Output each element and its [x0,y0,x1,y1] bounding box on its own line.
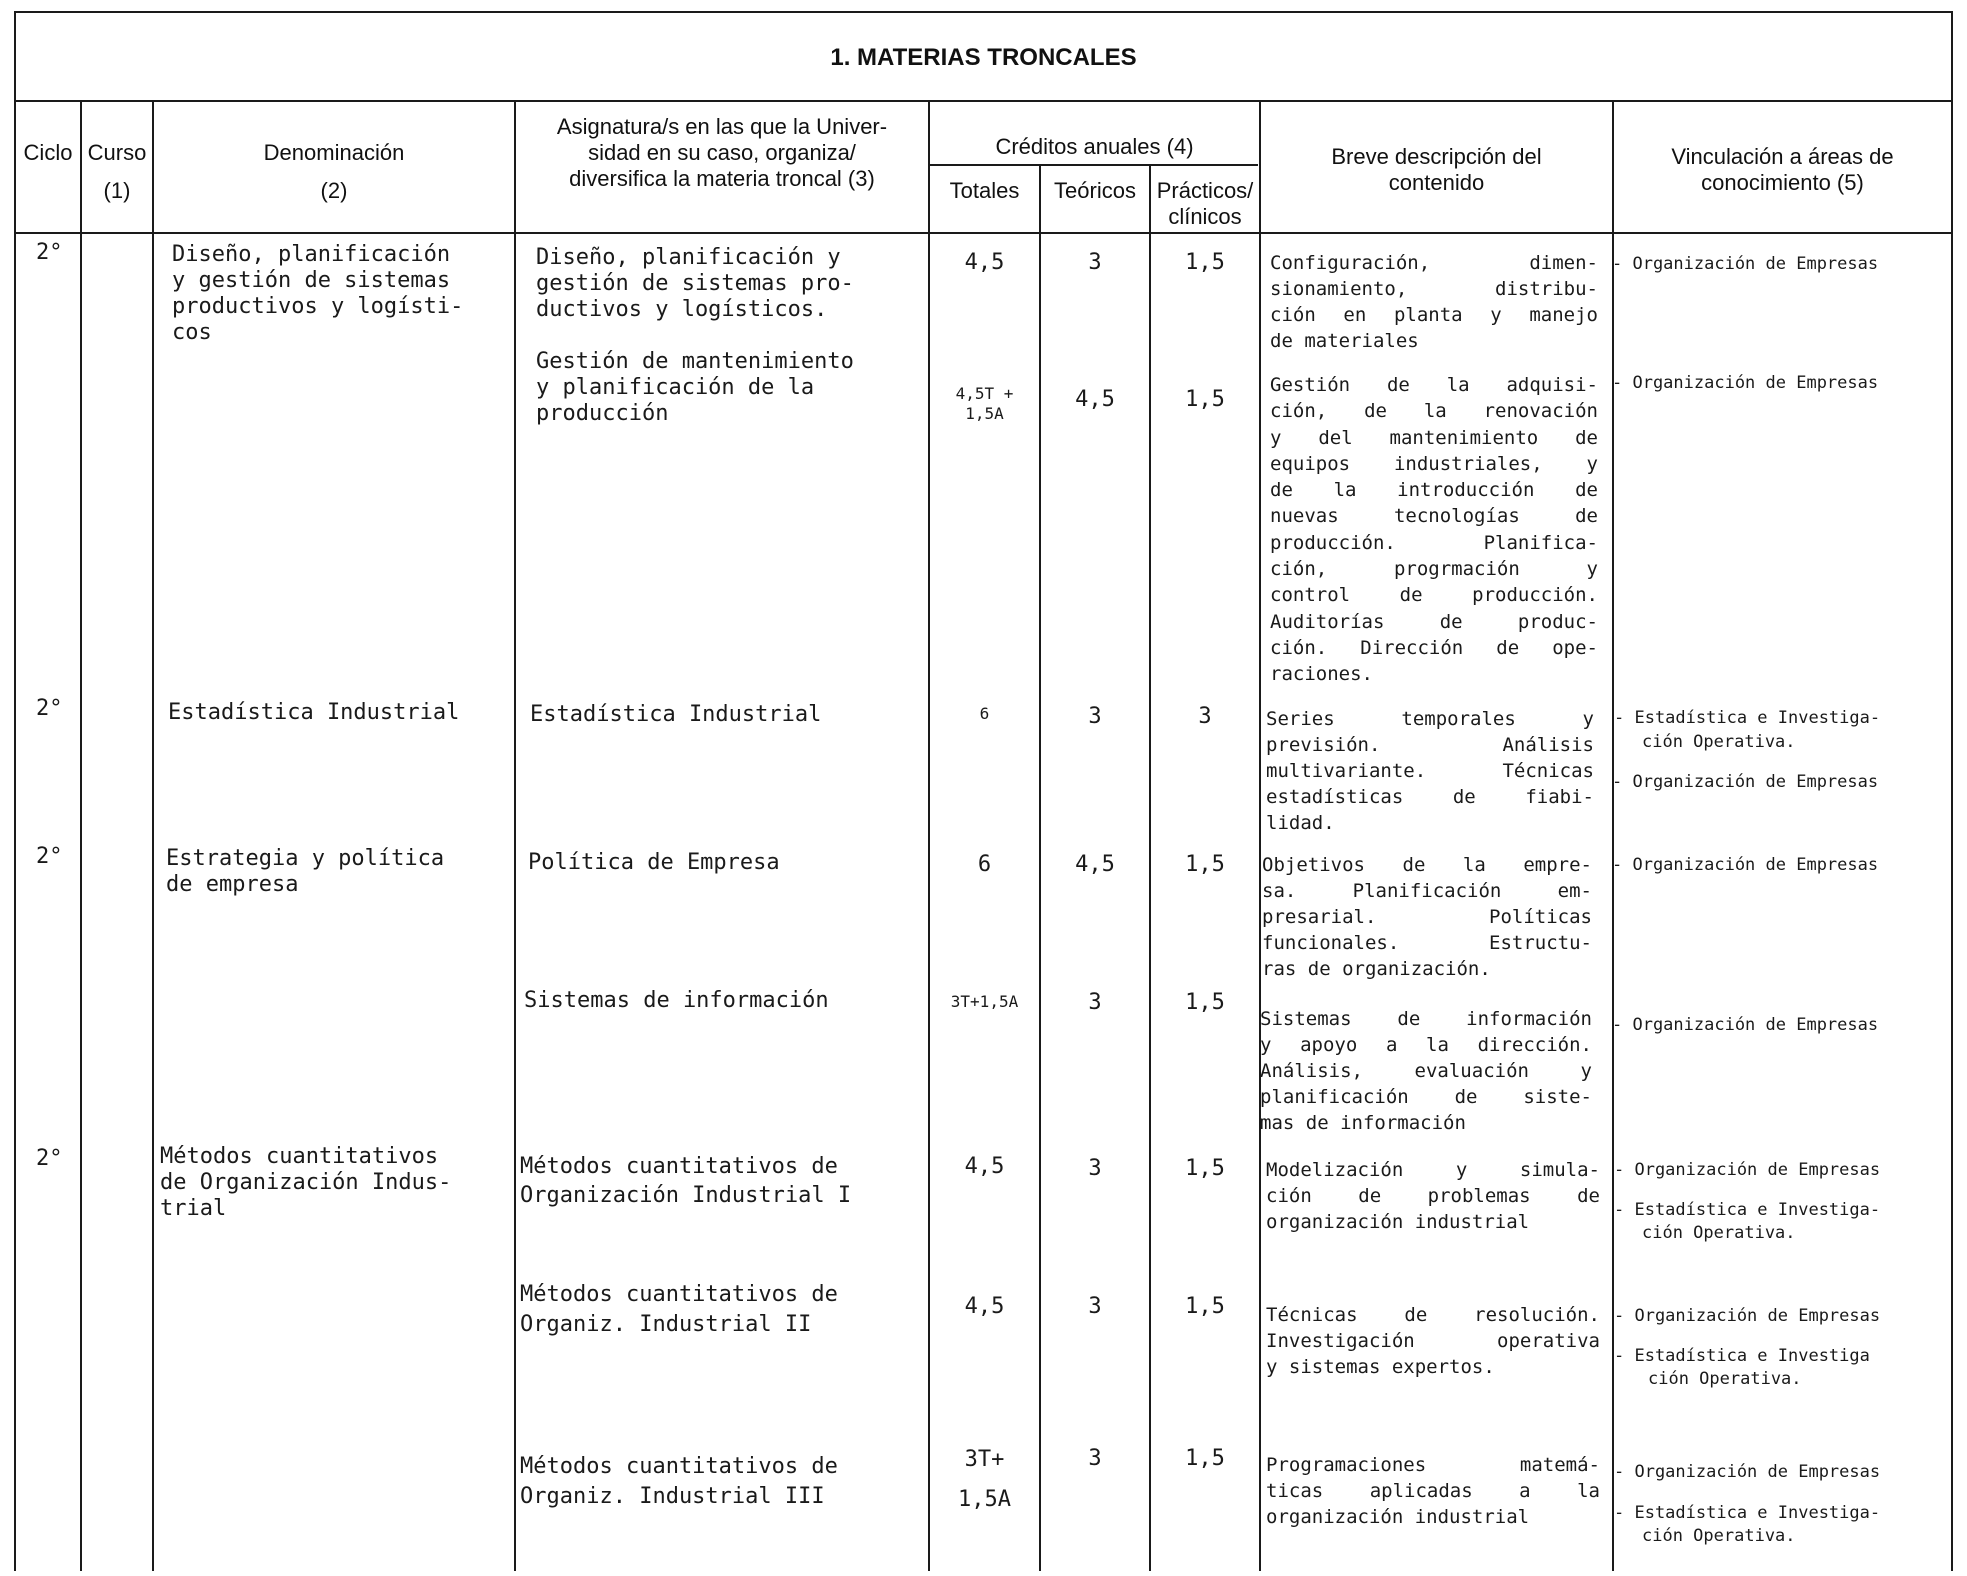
row2-ciclo: 2° [36,696,63,721]
row3-a2-vinculacion: - Organización de Empresas [1612,1015,1879,1035]
row2-teoricos: 3 [1088,704,1102,729]
row4-a3-vinculacion-3: ción Operativa. [1642,1526,1796,1546]
header-ciclo: Ciclo [23,140,73,165]
row1-a1-descripcion: Configuración, dimen- sionamiento, distribu- ción en planta y manejo de materiales [1270,252,1598,352]
row4-a2-vinculacion-1: - Organización de Empresas [1614,1306,1881,1326]
row4-a1-vinculacion-1: - Organización de Empresas [1614,1160,1881,1180]
row1-asignatura-2: Gestión de mantenimiento y planificación de la producción [536,349,854,426]
header-vinculacion: Vinculación a áreas de conocimiento (5) [1671,144,1894,195]
row4-a1-practicos: 1,5 [1185,1156,1225,1181]
header-curso: Curso [87,140,147,165]
row2-vinculacion-1: - Estadística e Investiga- [1614,708,1881,728]
row4-a1-descripcion: Modelización y simula- ción de problemas de organización industrial [1266,1159,1600,1233]
row4-a3-teoricos: 3 [1088,1446,1102,1471]
row1-a2-teoricos: 4,5 [1075,387,1115,412]
header-asignatura: Asignatura/s en las que la Univer- sidad en su caso, organiza/ diversifica la materia troncal (3) [556,114,888,191]
table-border-right [1951,11,1953,1571]
row4-a1-teoricos: 3 [1088,1156,1102,1181]
row2-asignatura: Estadística Industrial [530,702,822,727]
row1-a1-totales: 4,5 [964,250,1005,275]
header-divider [14,232,1953,234]
row3-a2-teoricos: 3 [1088,990,1102,1015]
row3-a1-descripcion: Objetivos de la empre- sa. Planificación em- presarial. Políticas funcionales. Estructu- ras de organización. [1262,854,1592,980]
row3-a2-descripcion: Sistemas de información y apoyo a la dirección. Análisis, evaluación y planificación de siste- mas de información [1260,1008,1592,1134]
row3-a2-practicos: 1,5 [1185,990,1225,1015]
header-descripcion: Breve descripción del contenido [1331,144,1542,195]
row2-vinculacion-3: - Organización de Empresas [1612,772,1879,792]
row2-denominacion: Estadística Industrial [168,700,460,725]
row3-ciclo: 2° [36,844,63,869]
row4-denominacion: Métodos cuantitativos de Organización Indus- trial [160,1144,452,1221]
row4-asignatura-3: Métodos cuantitativos de Organiz. Industrial III [520,1454,838,1509]
row1-a1-practicos: 1,5 [1185,250,1225,275]
row4-a2-totales: 4,5 [964,1294,1005,1319]
header-denominacion-note: (2) [320,178,348,203]
row4-a1-vinculacion-2: - Estadística e Investiga- [1614,1200,1881,1220]
row3-asignatura-2: Sistemas de información [524,988,829,1013]
row4-asignatura-1: Métodos cuantitativos de Organización Industrial I [520,1154,852,1208]
row4-a3-totales: 3T+ 1,5A [958,1447,1011,1512]
header-curso-note: (1) [103,178,131,203]
page-title: 1. MATERIAS TRONCALES [830,44,1137,71]
row4-a1-vinculacion-3: ción Operativa. [1642,1223,1796,1243]
row1-a1-vinculacion: - Organización de Empresas [1612,254,1879,274]
header-practicos: Prácticos/ clínicos [1156,178,1254,229]
creditos-divider [930,164,1258,166]
title-divider [14,100,1953,102]
row4-a3-descripcion: Programaciones matemá- ticas aplicadas a la organización industrial [1266,1454,1600,1528]
row1-ciclo: 2° [36,240,63,265]
row1-a2-descripcion: Gestión de la adquisi- ción, de la renovación y del mantenimiento de equipos industriales, y de la introducción de nuevas tecnologías de producción. Planifica- ción, progrmación y control de producción. Auditorías de produc- ción. Dirección de ope- raciones. [1270,374,1598,686]
row4-ciclo: 2° [36,1146,63,1171]
table-border-top [14,11,1953,13]
row4-a3-vinculacion-2: - Estadística e Investiga- [1614,1503,1881,1523]
col-divider-asignatura [928,100,930,1571]
row4-asignatura-2: Métodos cuantitativos de Organiz. Industrial II [520,1282,838,1337]
header-teoricos: Teóricos [1054,178,1136,203]
row3-asignatura-1: Política de Empresa [528,850,780,875]
row3-a1-practicos: 1,5 [1185,852,1225,877]
table-border-left [14,11,16,1571]
row3-a1-totales: 6 [977,852,992,877]
row3-a1-teoricos: 4,5 [1075,852,1115,877]
row2-descripcion: Series temporales y previsión. Análisis multivariante. Técnicas estadísticas de fiabi- lidad. [1266,708,1594,834]
row3-denominacion: Estrategia y política de empresa [166,846,445,897]
row2-practicos: 3 [1198,704,1212,729]
row2-totales: 6 [979,704,990,723]
row4-a1-totales: 4,5 [964,1154,1005,1179]
row1-a2-practicos: 1,5 [1185,387,1225,412]
col-divider-denominacion [514,100,516,1571]
col-divider-curso [152,100,154,1571]
row1-a2-totales: 4,5T + 1,5A [955,384,1014,423]
header-creditos: Créditos anuales (4) [995,134,1194,159]
row4-a2-teoricos: 3 [1088,1294,1102,1319]
row4-a2-descripcion: Técnicas de resolución. Investigación operativa y sistemas expertos. [1266,1304,1600,1378]
row4-a3-practicos: 1,5 [1185,1446,1225,1471]
row1-asignatura-1: Diseño, planificación y gestión de sistemas pro- ductivos y logísticos. [536,245,854,322]
row4-a3-vinculacion-1: - Organización de Empresas [1614,1462,1881,1482]
row1-a2-vinculacion: - Organización de Empresas [1612,373,1879,393]
row2-vinculacion-2: ción Operativa. [1642,732,1796,752]
header-denominacion: Denominación [263,140,405,165]
row4-a2-vinculacion-3: ción Operativa. [1648,1369,1802,1389]
row1-a1-teoricos: 3 [1088,250,1102,275]
header-totales: Totales [949,178,1020,203]
row4-a2-vinculacion-2: - Estadística e Investiga [1614,1346,1870,1366]
row1-denominacion: Diseño, planificación y gestión de sistemas productivos y logísti- cos [172,242,464,345]
row3-a2-totales: 3T+1,5A [950,992,1019,1011]
col-divider-creditos [1259,100,1261,1571]
row4-a2-practicos: 1,5 [1185,1294,1225,1319]
row3-a1-vinculacion: - Organización de Empresas [1612,855,1879,875]
col-divider-ciclo [80,100,82,1571]
